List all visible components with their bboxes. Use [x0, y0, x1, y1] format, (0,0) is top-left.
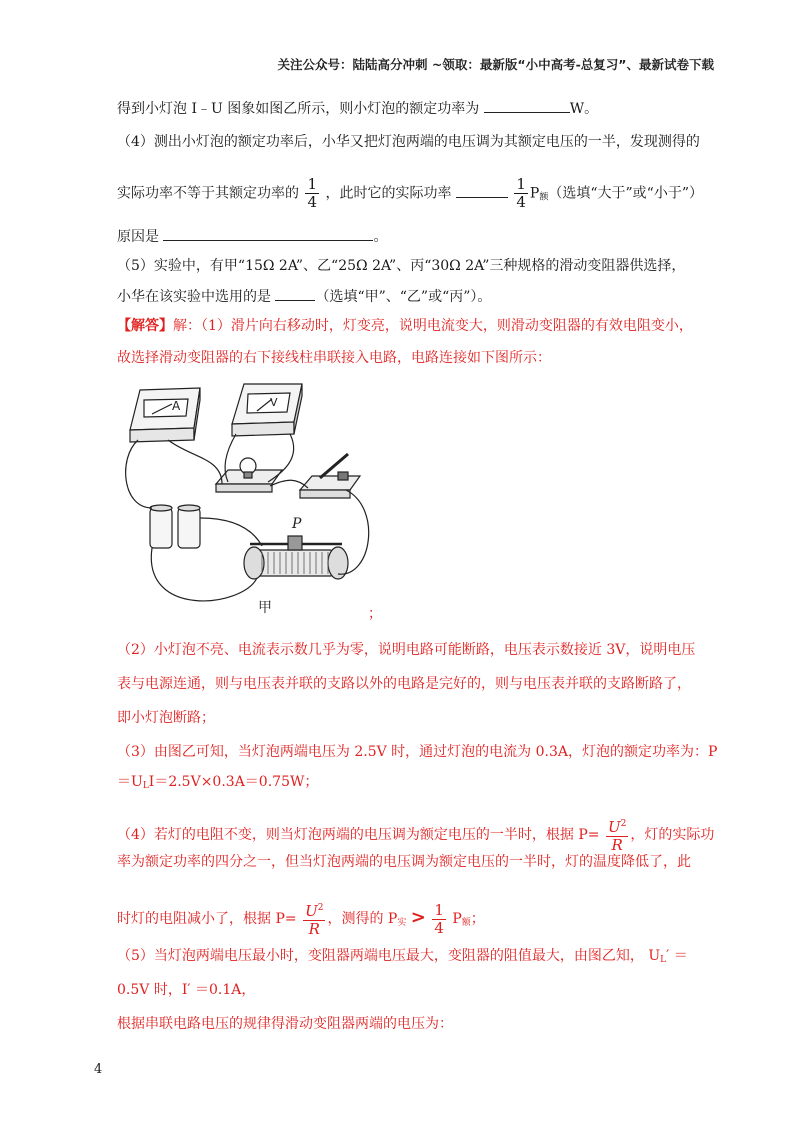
text: ＝U	[117, 774, 143, 790]
text: 时灯的电阻减小了，根据 P=	[117, 911, 297, 927]
question-line-2: （4）测出小灯泡的额定功率后，小华又把灯泡两端的电压调为其额定电压的一半，发现测得的	[117, 134, 700, 150]
question-line-1	[117, 98, 598, 119]
text: W。	[569, 101, 599, 117]
answer-line-e3: 根据串联电路电压的规律得滑动变阻器两端的电压为：	[117, 1016, 453, 1032]
answer-line-b2: 表与电源连通，则与电压表并联的支路以外的电路是完好的，则与电压表并联的支路断路了，	[117, 676, 691, 692]
question-line-6	[117, 286, 491, 307]
question-line-3	[117, 176, 703, 211]
text: （4）若灯的电阻不变，则当灯泡两端的电压调为额定电压的一半时，根据 P=	[117, 827, 600, 843]
fraction-one-quarter: $\frac{1}{4}$	[516, 175, 526, 211]
text: 解：（1）滑片向右移动时，灯变亮，说明电流变大，则滑动变阻器的有效电阻变小，	[173, 318, 693, 334]
page-header: 关注公众号：陆陆高分冲刺 ~领取：最新版“小中高考-总复习”、最新试卷下载	[277, 57, 714, 72]
answer-tag: 【解答】	[117, 318, 173, 334]
text: ，测得的 P	[327, 911, 398, 927]
text: ；	[470, 911, 485, 927]
text: P	[529, 185, 540, 202]
text: 实际功率不等于其额定功率的	[117, 185, 299, 202]
figure-caption: 甲	[258, 600, 272, 616]
fraction-one-quarter: $\frac{1}{4}$	[307, 175, 317, 211]
slider-label: P	[292, 516, 302, 532]
battery-icon	[150, 505, 200, 548]
answer-line-c1: （3）由图乙可知，当灯泡两端电压为 2.5V 时，通过灯泡的电流为 0.3A，灯泡的额定功率为：P	[117, 744, 718, 760]
question-line-5: （5）实验中，有甲“15Ω 2A”、乙“25Ω 2A”、丙“30Ω 2A”三种规格的滑动变阻器供选择，	[117, 258, 686, 274]
ammeter-icon	[130, 388, 200, 442]
voltmeter-icon	[232, 384, 302, 436]
page-number: 4	[94, 1062, 103, 1077]
text: （5）当灯泡两端电压最小时，变阻器两端电压最大，变阻器的阻值最大，由图乙知， U	[117, 948, 661, 964]
subscript: 额	[461, 918, 471, 928]
subscript: L	[142, 781, 149, 791]
answer-blank	[456, 183, 508, 198]
text: 原因是	[117, 229, 164, 245]
formula-u-squared-over-r: $\frac{U^2}{R}$	[305, 902, 324, 938]
text: ′ ＝	[666, 948, 688, 964]
fraction-one-quarter: $\frac{1}{4}$	[434, 900, 444, 937]
text: （选填“大于”或“小于”）	[548, 185, 703, 202]
text: ，此时它的实际功率	[325, 185, 456, 202]
text: （选填“甲”、“乙”或“丙”）。	[315, 289, 492, 305]
circuit-diagram	[112, 378, 392, 628]
answer-line-d1	[117, 816, 714, 854]
text: I＝2.5V×0.3A＝0.75W；	[148, 774, 319, 790]
answer-line-e1	[117, 946, 688, 970]
ammeter-label: A	[172, 399, 181, 413]
text: P	[452, 911, 462, 927]
answer-line-1	[117, 316, 693, 336]
subscript: 实	[397, 918, 407, 928]
text: 得到小灯泡 I﹣U 图象如图乙所示，则小灯泡的额定功率为	[117, 101, 484, 117]
text: 。	[373, 229, 388, 245]
answer-line-d3	[117, 900, 485, 938]
answer-line-2: 故选择滑动变阻器的右下接线柱串联接入电路，电路连接如下图所示：	[117, 350, 551, 366]
figure-semicolon: ；	[368, 606, 382, 622]
greater-than-sign: >	[410, 907, 426, 928]
formula-u-squared-over-r: $\frac{U^2}{R}$	[607, 818, 627, 854]
answer-line-b3: 即小灯泡断路；	[117, 710, 215, 726]
answer-line-d2: 率为额定功率的四分之一，但当灯泡两端的电压调为额定电压的一半时，灯的温度降低了，此	[117, 854, 691, 870]
voltmeter-label: V	[270, 396, 278, 409]
answer-blank	[275, 286, 315, 301]
text: ，灯的实际功	[630, 827, 715, 843]
answer-line-c2	[117, 772, 318, 796]
answer-line-e2: 0.5V 时，I′ ＝0.1A，	[117, 982, 256, 998]
answer-line-b1: （2）小灯泡不亮、电流表示数几乎为零，说明电路可能断路，电压表示数接近 3V，说明电压	[117, 642, 696, 658]
subscript: L	[660, 955, 667, 965]
answer-blank	[484, 98, 570, 113]
question-line-4	[117, 226, 387, 247]
subscript: 额	[539, 192, 549, 203]
switch-icon	[300, 454, 360, 498]
answer-blank	[163, 226, 373, 241]
text: 小华在该实验中选用的是	[117, 289, 276, 305]
